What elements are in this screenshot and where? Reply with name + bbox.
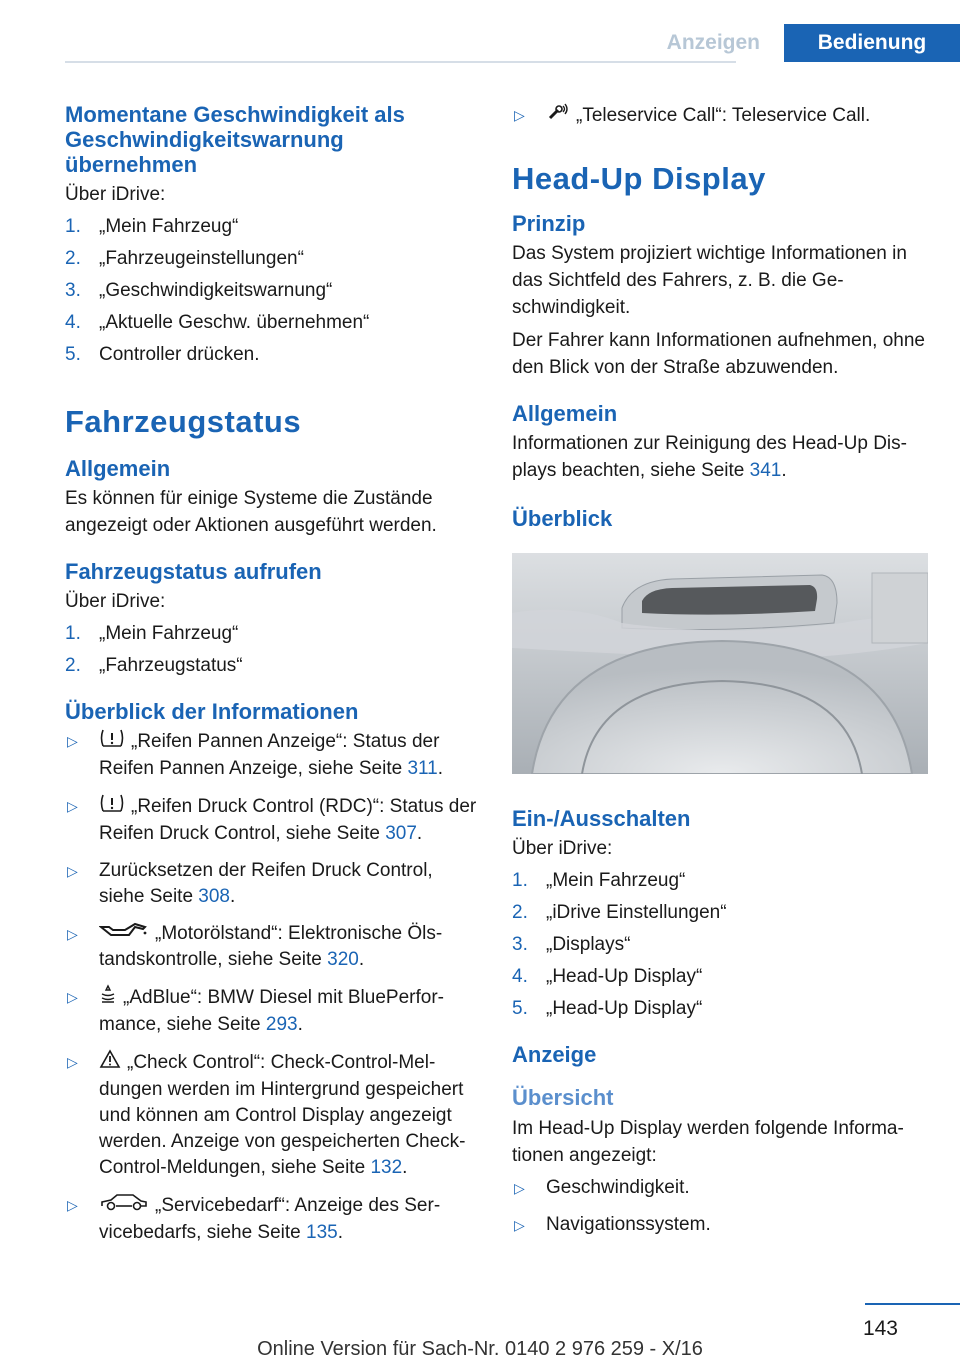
list-item: 2. „Fahrzeugstatus“ [65, 655, 243, 676]
allgemein-text: Es können für einige Systeme die Zustände angezeigt oder Aktionen ausgeführt werden. [65, 488, 437, 536]
list-item: ▷ „Motorölstand“: Elektronische Ölstandskontrolle, siehe Seite 320. [65, 921, 477, 973]
heading-anzeige: Anzeige [512, 1042, 597, 1067]
page-link[interactable]: 132 [370, 1157, 403, 1179]
list-item: 1. „Mein Fahrzeug“ [65, 623, 239, 644]
prinzip-text-1: Das System projiziert wichtige Informationen in das Sichtfeld des Fahrers, z. B. die Geschwindigkeit. [512, 243, 907, 318]
list-item: ▷ „Teleservice Call“: Teleservice Call. [512, 102, 930, 130]
heading-ein-ausschalten: Ein-/Ausschalten [512, 806, 691, 831]
list-item: ▷ Zurücksetzen der Reifen Druck Control, siehe Seite 308. [67, 860, 433, 907]
heading-prinzip: Prinzip [512, 211, 586, 236]
page-link[interactable]: 308 [198, 886, 230, 907]
right-column [512, 102, 930, 1249]
list-item: 3. „Displays“ [512, 934, 631, 955]
heading-ueberblick: Überblick [512, 506, 613, 531]
head-up-display-photo [512, 553, 928, 774]
heading-fahrzeugstatus-aufrufen: Fahrzeugstatus aufrufen [65, 559, 322, 584]
heading-uebersicht: Übersicht [512, 1085, 614, 1110]
teleservice-list [512, 102, 930, 130]
list-item: ▷ „Check Control“: Check-Control-Meldungen werden im Hintergrund gespeichert und können am Control Display angezeigt werden. Anzeige von gespeicherten Check-Control-Meldungen, siehe Seite 132. [65, 1049, 477, 1181]
chapter-title-fahrzeugstatus: Fahrzeugstatus [65, 404, 302, 439]
footer-online-version: Online Version für Sach-Nr. 0140 2 976 259 - X/16 [257, 1338, 703, 1360]
page-link[interactable]: 311 [407, 758, 438, 779]
page-link[interactable]: 341 [749, 460, 782, 481]
dashboard-illustration [512, 553, 928, 774]
list-item: 4. „Head-Up Display“ [512, 966, 703, 987]
list-item: ▷ Navigationssystem. [514, 1214, 711, 1235]
list-item: ▷ „AdBlue“: BMW Diesel mit BluePerformance, siehe Seite 293. [65, 984, 477, 1038]
list-item: 5. Controller drücken. [65, 344, 260, 365]
prinzip-text-2: Der Fahrer kann Informationen aufnehmen, ohne den Blick von der Straße abzuwenden. [512, 330, 925, 378]
page-link[interactable]: 135 [306, 1222, 338, 1244]
page-link[interactable]: 293 [265, 1014, 298, 1036]
tire-pressure-icon [99, 793, 125, 821]
wrench-phone-icon [546, 102, 570, 130]
warning-triangle-icon [99, 1049, 121, 1077]
list-item: ▷ „Servicebedarf“: Anzeige des Servicebedarfs, siehe Seite 135. [65, 1192, 477, 1246]
tire-warning-icon [99, 728, 125, 756]
list-item: 5. „Head-Up Display“ [512, 998, 703, 1019]
heading-ueberblick-informationen: Überblick der Informationen [65, 699, 359, 724]
steps-list-warnung [65, 214, 477, 368]
steps-list-status [65, 621, 477, 679]
list-item: 3. „Geschwindigkeitswarnung“ [65, 280, 333, 301]
uebersicht-text: Im Head-Up Display werden folgende Informationen angezeigt: [512, 1118, 904, 1166]
info-list [65, 728, 477, 1246]
section-heading-geschwindigkeitswarnung: Momentane Geschwindigkeit als Geschwindigkeitswarnung übernehmen [65, 102, 405, 177]
list-item: ▷ Geschwindigkeit. [514, 1177, 690, 1198]
tab-bedienung[interactable]: Bedienung [784, 24, 960, 62]
page-link[interactable]: 320 [327, 949, 359, 971]
tab-anzeigen[interactable]: Anzeigen [643, 24, 784, 62]
list-item: ▷ „Reifen Pannen Anzeige“: Status der Reifen Pannen Anzeige, siehe Seite 311. [65, 728, 477, 782]
footer-divider [865, 1303, 960, 1305]
page-link[interactable]: 307 [385, 823, 417, 844]
heading-allgemein: Allgemein [65, 456, 171, 481]
intro-text: Über iDrive: [65, 184, 166, 205]
header-divider [65, 61, 736, 63]
header-tabs [643, 24, 960, 62]
list-item: ▷ „Reifen Druck Control (RDC)“: Status der Reifen Druck Control, siehe Seite 307. [65, 793, 477, 847]
intro-text: Über iDrive: [65, 591, 166, 612]
oil-can-icon [99, 921, 149, 947]
heading-allgemein: Allgemein [512, 401, 618, 426]
list-item: 2. „Fahrzeugeinstellungen“ [65, 248, 304, 269]
left-column [65, 102, 477, 1257]
chapter-title-head-up-display: Head-Up Display [512, 161, 766, 196]
list-item: 4. „Aktuelle Geschw. übernehmen“ [65, 312, 370, 333]
intro-text: Über iDrive: [512, 838, 613, 859]
page-number: 143 [862, 1317, 898, 1340]
list-item: 2. „iDrive Einstellungen“ [512, 902, 727, 923]
list-item: 1. „Mein Fahrzeug“ [65, 216, 239, 237]
allgemein-text: Informationen zur Reinigung des Head-Up Displays beachten, siehe Seite 341. [512, 433, 907, 481]
uebersicht-list [512, 1175, 930, 1238]
steps-list-hud [512, 868, 930, 1022]
car-service-icon [99, 1192, 149, 1220]
list-item: 1. „Mein Fahrzeug“ [512, 870, 686, 891]
adblue-icon [99, 984, 117, 1012]
